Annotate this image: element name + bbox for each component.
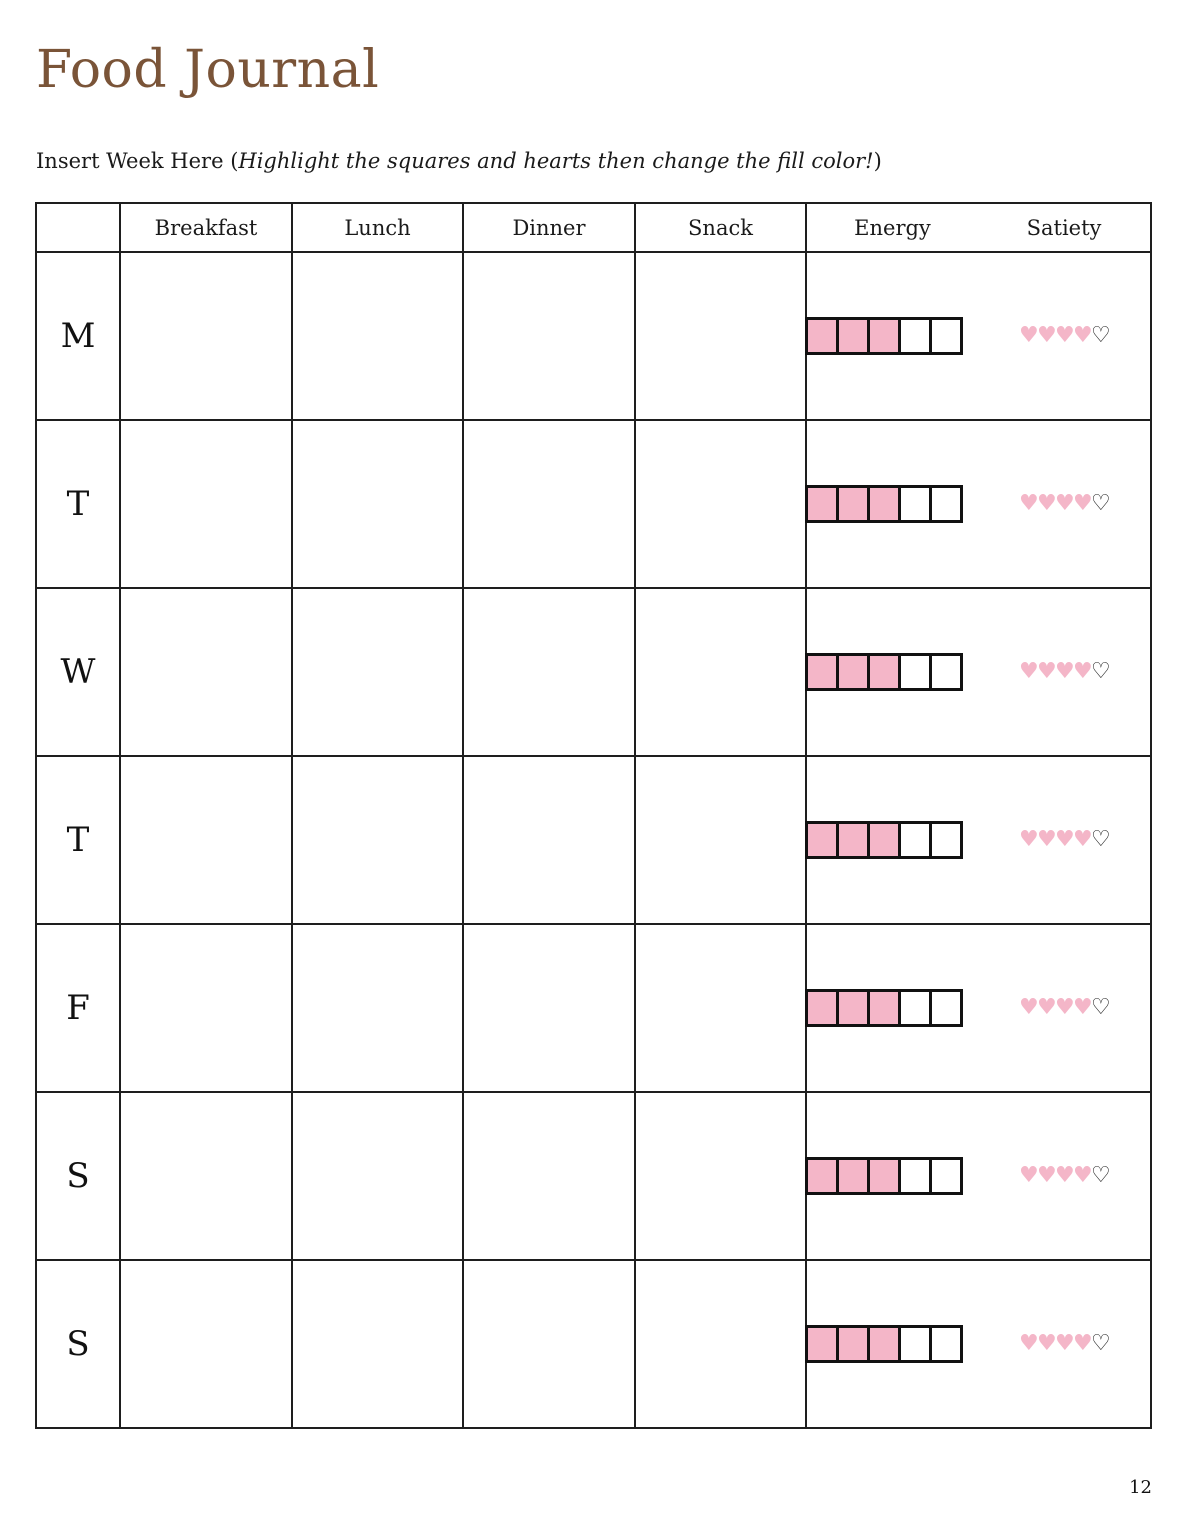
heart-filled-icon[interactable]: ♥ (1019, 491, 1039, 516)
energy-rating (805, 485, 963, 523)
energy-square-filled[interactable] (808, 992, 839, 1024)
snack-entry-cell[interactable] (635, 252, 806, 420)
dinner-entry-cell[interactable] (463, 588, 635, 756)
satiety-rating (1019, 829, 1109, 851)
energy-square-empty[interactable] (901, 824, 932, 856)
heart-outline-icon[interactable]: ♡ (1091, 827, 1111, 852)
heart-outline-icon[interactable]: ♡ (1091, 995, 1111, 1020)
energy-square-filled[interactable] (839, 992, 870, 1024)
day-row (36, 1260, 1151, 1428)
breakfast-entry-cell[interactable] (120, 756, 292, 924)
heart-filled-icon[interactable]: ♥ (1037, 659, 1057, 684)
breakfast-entry-cell[interactable] (120, 588, 292, 756)
heart-filled-icon[interactable]: ♥ (1073, 827, 1093, 852)
heart-outline-icon[interactable]: ♡ (1091, 1163, 1111, 1188)
energy-rating (805, 653, 963, 691)
energy-square-filled[interactable] (808, 1328, 839, 1360)
breakfast-entry-cell[interactable] (120, 1260, 292, 1428)
page-subtitle (36, 148, 882, 175)
day-label: S (36, 1092, 120, 1260)
snack-entry-cell[interactable] (635, 1260, 806, 1428)
heart-filled-icon[interactable]: ♥ (1055, 1331, 1075, 1356)
header-dinner: Dinner (463, 203, 635, 252)
food-journal-table (35, 202, 1152, 1429)
energy-square-filled[interactable] (839, 1328, 870, 1360)
dinner-entry-cell[interactable] (463, 1092, 635, 1260)
heart-filled-icon[interactable]: ♥ (1055, 827, 1075, 852)
heart-outline-icon[interactable]: ♡ (1091, 323, 1111, 348)
subtitle-prefix: Insert Week Here ( (36, 149, 239, 173)
day-label: T (36, 420, 120, 588)
day-label: F (36, 924, 120, 1092)
heart-filled-icon[interactable]: ♥ (1073, 323, 1093, 348)
dinner-entry-cell[interactable] (463, 252, 635, 420)
heart-outline-icon[interactable]: ♡ (1091, 1331, 1111, 1356)
satiety-rating (1019, 661, 1109, 683)
heart-filled-icon[interactable]: ♥ (1037, 1331, 1057, 1356)
heart-filled-icon[interactable]: ♥ (1073, 995, 1093, 1020)
heart-filled-icon[interactable]: ♥ (1037, 827, 1057, 852)
dinner-entry-cell[interactable] (463, 420, 635, 588)
energy-square-filled[interactable] (839, 320, 870, 352)
energy-rating (805, 821, 963, 859)
energy-square-filled[interactable] (870, 488, 901, 520)
satiety-cell (978, 756, 1151, 924)
day-label: W (36, 588, 120, 756)
snack-entry-cell[interactable] (635, 588, 806, 756)
satiety-rating (1019, 997, 1109, 1019)
heart-filled-icon[interactable]: ♥ (1055, 1163, 1075, 1188)
heart-filled-icon[interactable]: ♥ (1055, 323, 1075, 348)
page-number: 12 (1129, 1477, 1152, 1498)
day-label: T (36, 756, 120, 924)
day-row (36, 588, 1151, 756)
energy-cell (806, 924, 978, 1092)
snack-entry-cell[interactable] (635, 420, 806, 588)
heart-filled-icon[interactable]: ♥ (1019, 995, 1039, 1020)
energy-square-filled[interactable] (808, 320, 839, 352)
energy-cell (806, 588, 978, 756)
snack-entry-cell[interactable] (635, 756, 806, 924)
energy-square-empty[interactable] (932, 1160, 960, 1192)
energy-square-empty[interactable] (932, 656, 960, 688)
energy-square-empty[interactable] (901, 656, 932, 688)
energy-square-filled[interactable] (870, 1328, 901, 1360)
energy-square-filled[interactable] (870, 992, 901, 1024)
energy-square-filled[interactable] (870, 320, 901, 352)
satiety-cell (978, 588, 1151, 756)
heart-filled-icon[interactable]: ♥ (1037, 1163, 1057, 1188)
heart-filled-icon[interactable]: ♥ (1073, 659, 1093, 684)
day-row (36, 756, 1151, 924)
lunch-entry-cell[interactable] (292, 420, 463, 588)
heart-filled-icon[interactable]: ♥ (1019, 1331, 1039, 1356)
day-label: M (36, 252, 120, 420)
energy-cell (806, 420, 978, 588)
subtitle-suffix: ) (873, 149, 882, 173)
heart-filled-icon[interactable]: ♥ (1037, 323, 1057, 348)
energy-rating (805, 1157, 963, 1195)
snack-entry-cell[interactable] (635, 1092, 806, 1260)
heart-filled-icon[interactable]: ♥ (1037, 995, 1057, 1020)
energy-square-empty[interactable] (932, 488, 960, 520)
energy-square-filled[interactable] (808, 488, 839, 520)
energy-rating (805, 989, 963, 1027)
dinner-entry-cell[interactable] (463, 924, 635, 1092)
heart-filled-icon[interactable]: ♥ (1037, 491, 1057, 516)
heart-filled-icon[interactable]: ♥ (1055, 491, 1075, 516)
satiety-cell (978, 252, 1151, 420)
energy-square-filled[interactable] (839, 488, 870, 520)
snack-entry-cell[interactable] (635, 924, 806, 1092)
breakfast-entry-cell[interactable] (120, 1092, 292, 1260)
energy-square-empty[interactable] (901, 1160, 932, 1192)
day-row (36, 924, 1151, 1092)
day-row (36, 420, 1151, 588)
energy-square-filled[interactable] (870, 824, 901, 856)
header-snack: Snack (635, 203, 806, 252)
energy-square-empty[interactable] (901, 992, 932, 1024)
journal-body (36, 252, 1151, 1428)
day-label: S (36, 1260, 120, 1428)
heart-filled-icon[interactable]: ♥ (1019, 827, 1039, 852)
energy-square-empty[interactable] (932, 320, 960, 352)
satiety-rating (1019, 1333, 1109, 1355)
heart-filled-icon[interactable]: ♥ (1055, 995, 1075, 1020)
energy-square-empty[interactable] (932, 1328, 960, 1360)
heart-filled-icon[interactable]: ♥ (1073, 491, 1093, 516)
lunch-entry-cell[interactable] (292, 588, 463, 756)
energy-square-empty[interactable] (932, 992, 960, 1024)
energy-cell (806, 1260, 978, 1428)
satiety-cell (978, 420, 1151, 588)
page-title: Food Journal (36, 40, 380, 100)
energy-square-filled[interactable] (870, 656, 901, 688)
lunch-entry-cell[interactable] (292, 1092, 463, 1260)
header-row (36, 203, 1151, 252)
header-breakfast: Breakfast (120, 203, 292, 252)
lunch-entry-cell[interactable] (292, 924, 463, 1092)
energy-square-filled[interactable] (808, 656, 839, 688)
energy-square-filled[interactable] (839, 824, 870, 856)
dinner-entry-cell[interactable] (463, 756, 635, 924)
heart-outline-icon[interactable]: ♡ (1091, 491, 1111, 516)
header-energy: Energy (806, 203, 978, 252)
breakfast-entry-cell[interactable] (120, 420, 292, 588)
heart-filled-icon[interactable]: ♥ (1055, 659, 1075, 684)
energy-square-empty[interactable] (932, 824, 960, 856)
energy-cell (806, 756, 978, 924)
energy-square-empty[interactable] (901, 488, 932, 520)
energy-square-empty[interactable] (901, 320, 932, 352)
heart-filled-icon[interactable]: ♥ (1019, 323, 1039, 348)
satiety-cell (978, 924, 1151, 1092)
energy-square-filled[interactable] (870, 1160, 901, 1192)
breakfast-entry-cell[interactable] (120, 252, 292, 420)
dinner-entry-cell[interactable] (463, 1260, 635, 1428)
heart-filled-icon[interactable]: ♥ (1073, 1163, 1093, 1188)
lunch-entry-cell[interactable] (292, 1260, 463, 1428)
heart-filled-icon[interactable]: ♥ (1019, 1163, 1039, 1188)
day-row (36, 1092, 1151, 1260)
energy-cell (806, 1092, 978, 1260)
header-satiety: Satiety (978, 203, 1151, 252)
energy-rating (805, 1325, 963, 1363)
heart-outline-icon[interactable]: ♡ (1091, 659, 1111, 684)
energy-rating (805, 317, 963, 355)
satiety-rating (1019, 1165, 1109, 1187)
satiety-rating (1019, 493, 1109, 515)
energy-square-filled[interactable] (839, 656, 870, 688)
lunch-entry-cell[interactable] (292, 756, 463, 924)
satiety-cell (978, 1092, 1151, 1260)
energy-square-filled[interactable] (808, 1160, 839, 1192)
heart-filled-icon[interactable]: ♥ (1073, 1331, 1093, 1356)
subtitle-instruction: Highlight the squares and hearts then change the fill color! (238, 149, 874, 173)
header-day (36, 203, 120, 252)
heart-filled-icon[interactable]: ♥ (1019, 659, 1039, 684)
breakfast-entry-cell[interactable] (120, 924, 292, 1092)
energy-cell (806, 252, 978, 420)
day-row (36, 252, 1151, 420)
satiety-cell (978, 1260, 1151, 1428)
header-lunch: Lunch (292, 203, 463, 252)
satiety-rating (1019, 325, 1109, 347)
energy-square-filled[interactable] (839, 1160, 870, 1192)
lunch-entry-cell[interactable] (292, 252, 463, 420)
energy-square-filled[interactable] (808, 824, 839, 856)
energy-square-empty[interactable] (901, 1328, 932, 1360)
